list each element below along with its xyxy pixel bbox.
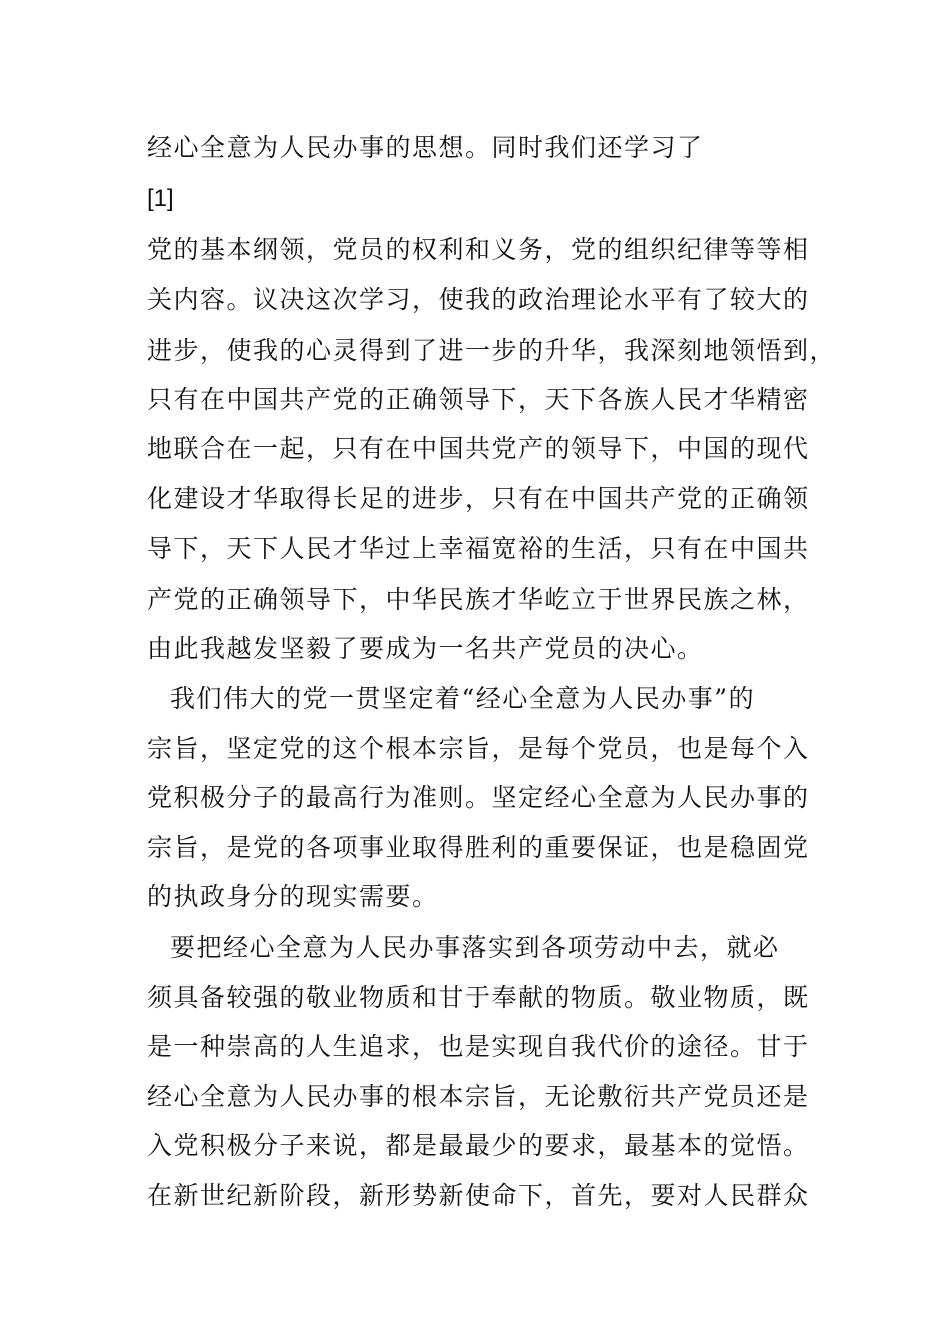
text-line: 产党的正确领导下，中华民族才华屹立于世界民族之林， [147,585,810,614]
text-line: 须具备较强的敬业物质和甘于奉献的物质。敬业物质，既 [147,983,810,1012]
paragraph-start: 要把经心全意为人民办事落实到各项劳动中去，就必 [170,933,780,962]
text-line: 的执政身分的现实需要。 [147,882,439,911]
text-line: 只有在中国共产党的正确领导下，天下各族人民才华精密 [147,385,810,414]
text-line: 关内容。议决这次学习，使我的政治理论水平有了较大的 [147,285,810,314]
text-line: 经心全意为人民办事的根本宗旨，无论敷衍共产党员还是 [147,1082,810,1111]
text-line: 在新世纪新阶段，新形势新使命下，首先，要对人民群众 [147,1181,810,1210]
text-line: 宗旨，坚定党的这个根本宗旨，是每个党员，也是每个入 [147,734,810,763]
text-line: 地联合在一起，只有在中国共党产的领导下，中国的现代 [147,434,810,463]
text-line: 入党积极分子来说，都是最最少的要求，最基本的觉悟。 [147,1131,810,1160]
text-line: 导下，天下人民才华过上幸福宽裕的生活，只有在中国共 [147,534,810,563]
text-line: 由此我越发坚毅了要成为一名共产党员的决心。 [147,634,704,663]
text-line: 是一种崇高的人生追求，也是实现自我代价的途径。甘于 [147,1032,810,1061]
text-line: 经心全意为人民办事的思想。同时我们还学习了 [147,133,704,162]
text-line: 党的基本纲领，党员的权利和义务，党的组织纪律等等相 [147,235,810,264]
reference-marker: [1] [147,185,174,212]
text-line: 进步，使我的心灵得到了进一步的升华，我深刻地领悟到， [147,336,837,365]
text-line: 化建设才华取得长足的进步，只有在中国共产党的正确领 [147,484,810,513]
text-line: 党积极分子的最高行为准则。坚定经心全意为人民办事的 [147,783,810,812]
paragraph-start: 我们伟大的党一贯坚定着“经心全意为人民办事”的 [170,684,756,713]
text-line: 宗旨，是党的各项事业取得胜利的重要保证，也是稳固党 [147,833,810,862]
